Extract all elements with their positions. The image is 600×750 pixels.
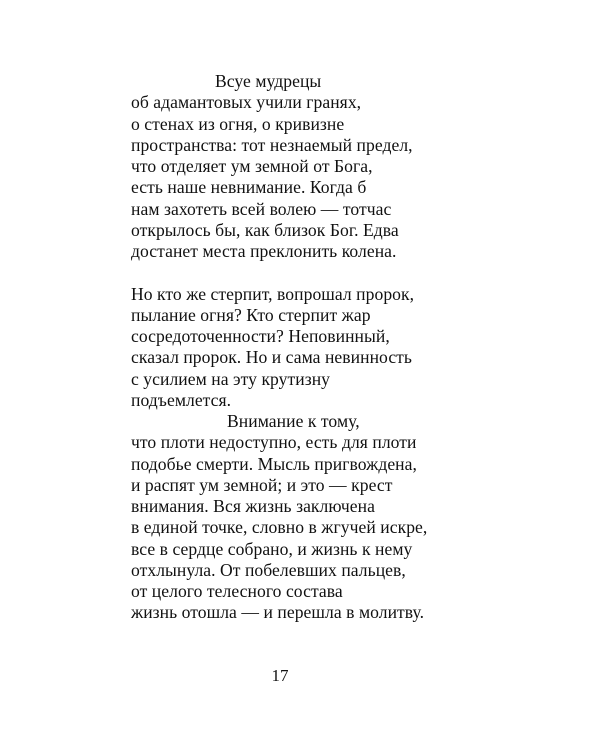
poem-line: жизнь отошла — и перешла в молитву. [131,602,425,623]
poem-line: все в сердце собрано, и жизнь к нему [131,538,413,559]
poem-line: Всуе мудрецы [215,71,322,91]
poem-line: об адамантовых учили гранях, [131,92,362,113]
stanza-break [131,262,491,283]
poem-line: Внимание к тому, [227,411,360,431]
poem-line: с усилием на эту крутизну [131,368,331,389]
poem-line: достанет места преклонить колена. [131,241,397,261]
poem-line: что отделяет ум земной от Бога, [131,156,373,176]
poem-line: пылание огня? Кто стерпит жар [131,304,371,325]
poem-line: открылось бы, как близок Бог. Едва [131,219,399,240]
poem-line: нам захотеть всей волею — тотчас [131,198,392,219]
poem-line: пространства: тот незнаемый предел, [131,134,413,155]
poem-line: подобье смерти. Мысль пригвождена, [131,453,417,474]
poem-line: подъемлется. [131,389,232,410]
poem-line: о стенах из огня, о кривизне [131,113,345,134]
poem-line: Но кто же стерпит, вопрошал пророк, [131,283,415,304]
poem-line: внимания. Вся жизнь заключена [131,496,375,516]
page-number: 17 [271,666,289,685]
poem-line: сказал пророк. Но и сама невинность [131,347,412,368]
poem-text [131,71,491,624]
poem-line: и распят ум земной; и это — крест [131,474,393,495]
poem-line: сосредоточенности? Неповинный, [131,326,390,346]
poem-line: в единой точке, словно в жгучей искре, [131,517,428,538]
poem-line: от целого телесного состава [131,581,343,601]
poem-line: отхлынула. От побелевших пальцев, [131,559,406,580]
poem-line: есть наше невнимание. Когда б [131,177,367,198]
poem-line: что плоти недоступно, есть для плоти [131,432,417,453]
